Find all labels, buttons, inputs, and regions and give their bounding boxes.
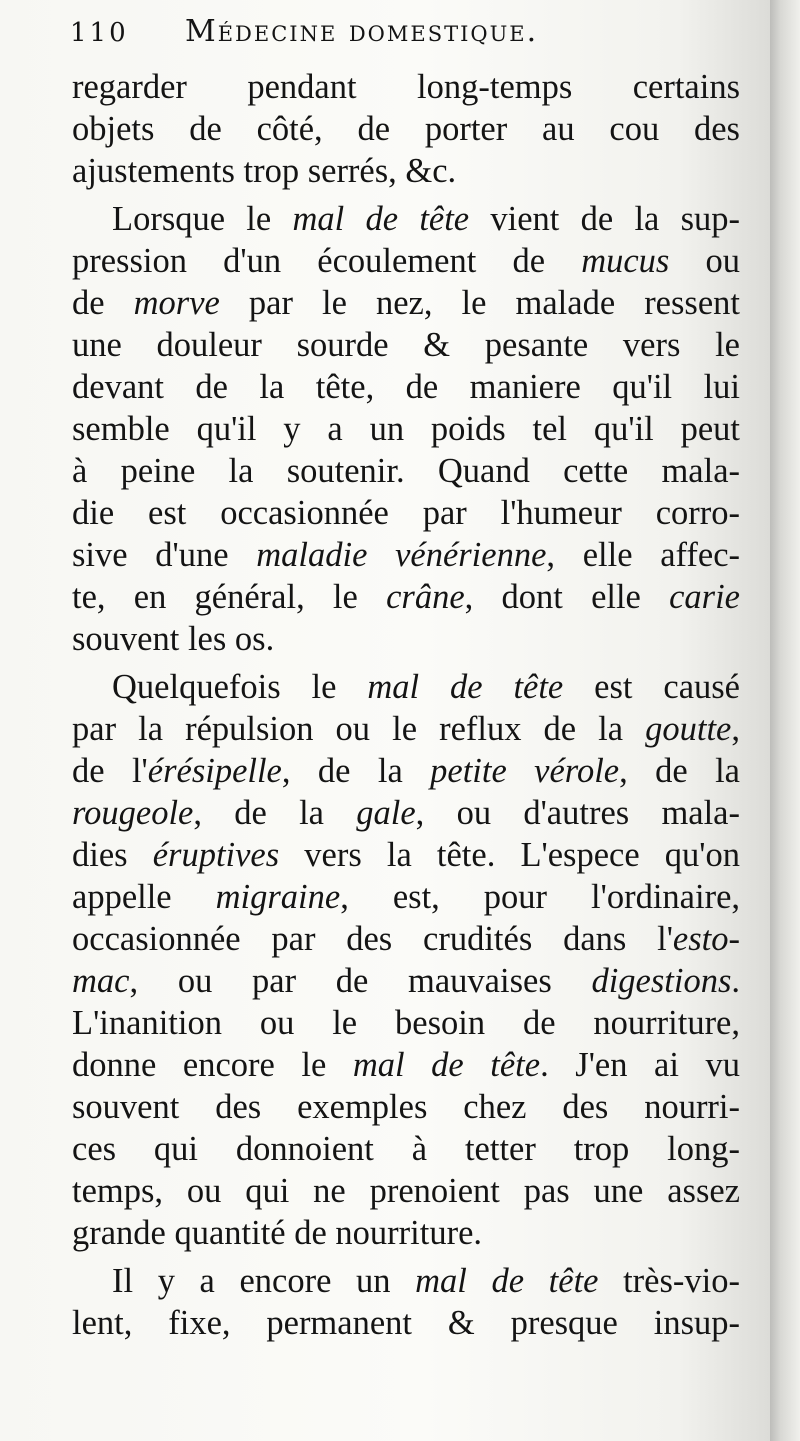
text-run: devant de la tête, de maniere qu'il lui [72, 368, 740, 406]
text-run: ajustements trop serrés, &c. [72, 152, 457, 190]
text-line [72, 750, 740, 792]
body-text [72, 66, 740, 1344]
text-run: par la répulsion ou le reflux de la [72, 710, 646, 748]
text-line [72, 708, 740, 750]
text-line [72, 666, 740, 708]
text-line [72, 1128, 740, 1170]
text-line [72, 576, 740, 618]
italic-term: rougeole [72, 794, 194, 832]
italic-term: carie [669, 578, 740, 616]
text-run: , ou d'autres mala- [415, 794, 740, 832]
text-run: par le nez, le malade ressent [219, 284, 740, 322]
italic-term: goutte [645, 710, 732, 748]
italic-term: mal de tête [352, 1046, 541, 1084]
text-run: une douleur sourde & pesante vers le [72, 326, 740, 364]
text-line [72, 1212, 740, 1254]
text-run: , [731, 710, 740, 748]
text-line [72, 792, 740, 834]
italic-term: crâne [386, 578, 465, 616]
italic-term: mal de tête [415, 1262, 599, 1300]
paragraph [72, 666, 740, 1254]
text-line [72, 960, 740, 1002]
text-run: . [731, 962, 740, 1000]
text-run: regarder pendant long-temps certains [72, 68, 740, 106]
text-run: pression d'un écoulement de [72, 242, 582, 280]
text-run: grande quantité de nourriture. [72, 1214, 483, 1252]
italic-term: gale [356, 794, 416, 832]
text-line [72, 1002, 740, 1044]
text-run: , de la [193, 794, 357, 832]
text-run: de [72, 284, 134, 322]
paragraph [72, 198, 740, 660]
running-header [70, 12, 750, 58]
text-run: L'inanition ou le besoin de nourriture, [72, 1004, 740, 1042]
italic-term: mal de tête [292, 200, 470, 238]
text-run: appelle [72, 878, 216, 916]
text-line [72, 492, 740, 534]
running-title: Médecine domestique. [185, 14, 539, 49]
italic-term: esto- [672, 920, 740, 958]
text-run: de l' [72, 752, 148, 790]
italic-term: maladie vénérienne [256, 536, 547, 574]
text-line [72, 1044, 740, 1086]
text-run: , dont elle [464, 578, 670, 616]
text-line [72, 108, 740, 150]
text-line [72, 534, 740, 576]
text-line [72, 450, 740, 492]
paragraph [72, 1260, 740, 1344]
italic-term: mac [72, 962, 130, 1000]
text-run: souvent les os. [72, 620, 275, 658]
text-run: est causé [563, 668, 740, 706]
text-run: Lorsque le [112, 200, 293, 238]
text-line [72, 918, 740, 960]
text-line [72, 1302, 740, 1344]
text-run: , elle affec- [546, 536, 740, 574]
text-line [72, 1170, 740, 1212]
text-run: souvent des exemples chez des nourri- [72, 1088, 740, 1126]
text-run: , de la [281, 752, 431, 790]
text-line [72, 198, 740, 240]
page-gutter-edge [770, 0, 800, 1441]
text-run: , ou par de mauvaises [129, 962, 592, 1000]
text-line [72, 876, 740, 918]
text-run: semble qu'il y a un poids tel qu'il peut [72, 410, 740, 448]
text-run: lent, fixe, permanent & presque insup- [72, 1304, 740, 1342]
italic-term: digestions [591, 962, 732, 1000]
text-line [72, 618, 740, 660]
text-run: Il y a encore un [112, 1262, 416, 1300]
text-line [72, 1260, 740, 1302]
text-run: vient de la sup- [469, 200, 741, 238]
text-line [72, 150, 740, 192]
italic-term: éruptives [152, 836, 280, 874]
italic-term: migraine [215, 878, 341, 916]
text-run: Quelquefois le [112, 668, 368, 706]
text-line [72, 366, 740, 408]
text-run: . J'en ai vu [540, 1046, 741, 1084]
italic-term: morve [133, 284, 220, 322]
text-run: te, en général, le [72, 578, 387, 616]
text-run: très-vio- [598, 1262, 740, 1300]
italic-term: mucus [581, 242, 670, 280]
text-run: occasionnée par des crudités dans l' [72, 920, 673, 958]
text-run: sive d'une [72, 536, 257, 574]
page-number: 110 [70, 18, 129, 48]
paragraph [72, 66, 740, 192]
text-run: die est occasionnée par l'humeur corro- [72, 494, 740, 532]
italic-term: petite vérole [430, 752, 620, 790]
text-run: à peine la soutenir. Quand cette mala- [72, 452, 740, 490]
text-run: temps, ou qui ne prenoient pas une assez [72, 1172, 740, 1210]
text-run: ou [669, 242, 741, 280]
text-run: , de la [619, 752, 740, 790]
text-run: dies [72, 836, 153, 874]
text-line [72, 324, 740, 366]
text-run: objets de côté, de porter au cou des [72, 110, 740, 148]
text-run: ces qui donnoient à tetter trop long- [72, 1130, 740, 1168]
text-line [72, 1086, 740, 1128]
text-run: donne encore le [72, 1046, 353, 1084]
text-run: , est, pour l'ordinaire, [340, 878, 741, 916]
text-line [72, 834, 740, 876]
text-line [72, 408, 740, 450]
italic-term: mal de tête [367, 668, 564, 706]
italic-term: érésipelle [147, 752, 282, 790]
text-line [72, 240, 740, 282]
text-run: vers la tête. L'espece qu'on [279, 836, 741, 874]
text-line [72, 282, 740, 324]
text-line [72, 66, 740, 108]
